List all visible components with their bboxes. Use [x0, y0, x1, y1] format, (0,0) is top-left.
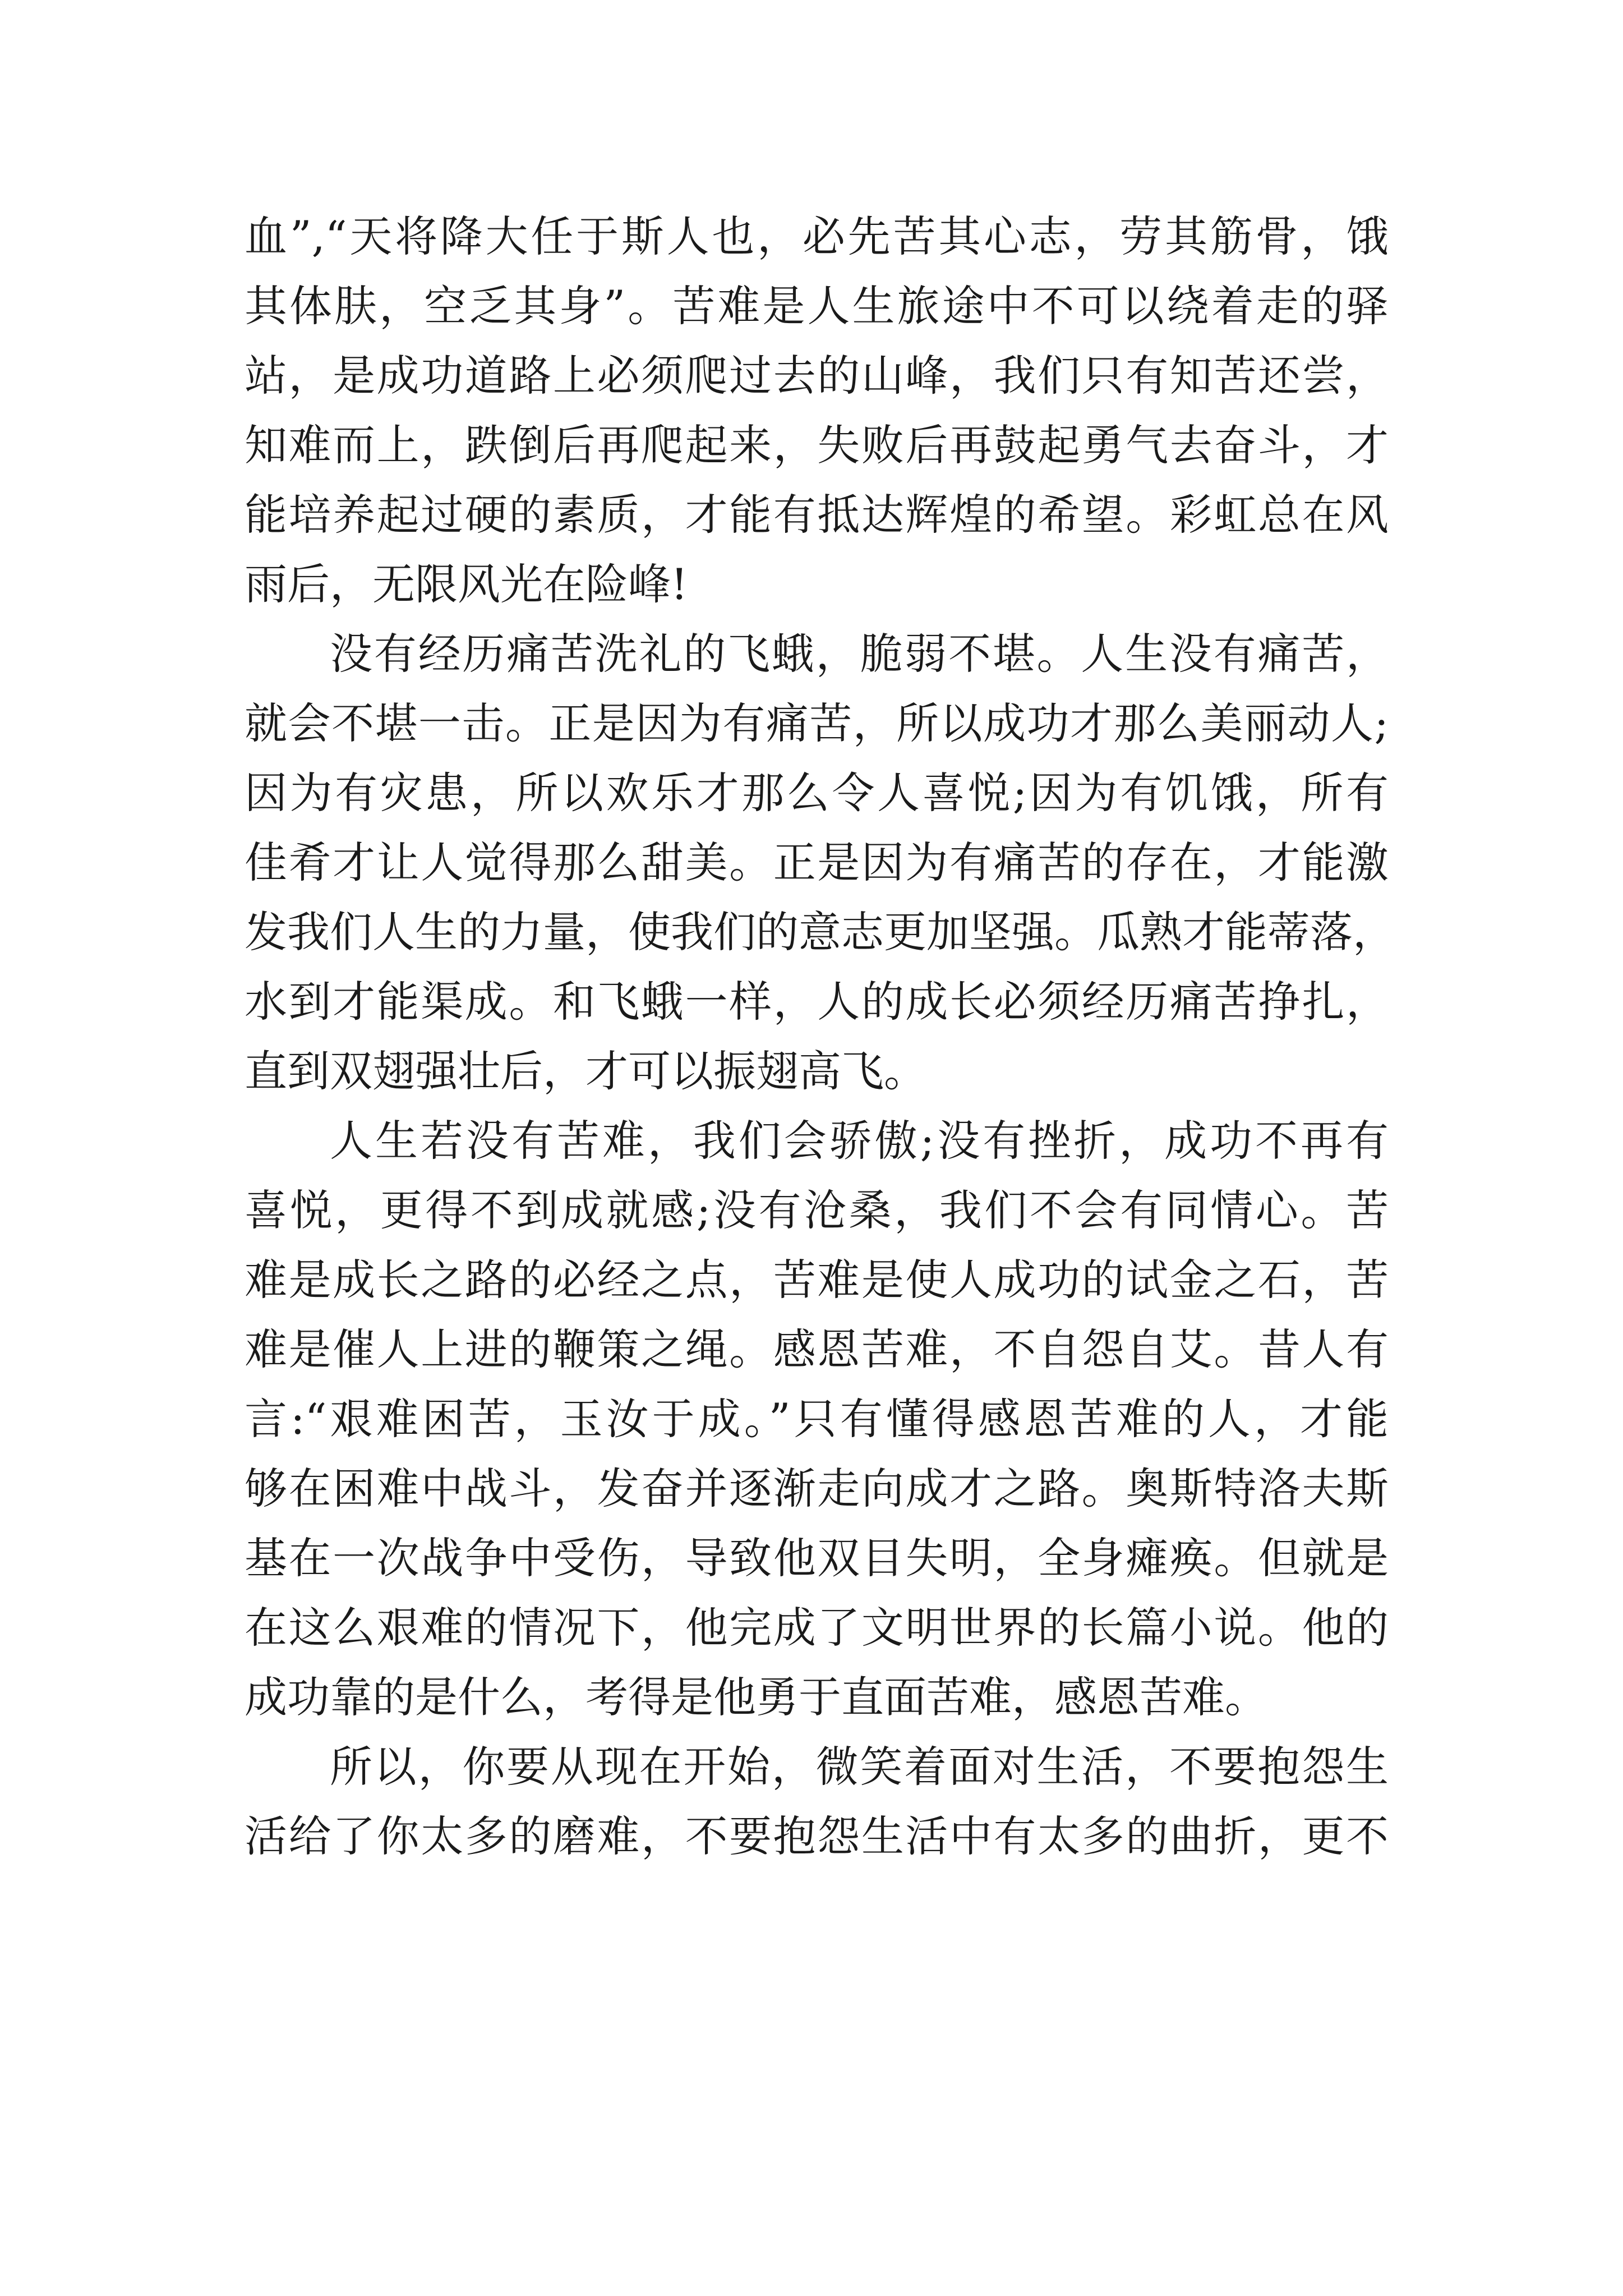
text-line: 直到双翅强壮后，才可以振翅高飞。: [245, 1046, 926, 1096]
text-line: 言:“艰难困苦，玉汝于成。”只有懂得感恩苦难的人，才能: [245, 1394, 1389, 1444]
text-line: 难是成长之路的必经之点，苦难是使人成功的试金之石，苦: [245, 1255, 1389, 1305]
text-line: 水到才能渠成。和飞蛾一样，人的成长必须经历痛苦挣扎，: [245, 977, 1389, 1027]
text-line: 能培养起过硬的素质，才能有抵达辉煌的希望。彩虹总在风: [245, 490, 1389, 540]
text-line: 其体肤，空乏其身”。苦难是人生旅途中不可以绕着走的驿: [245, 281, 1389, 331]
text-line: 知难而上，跌倒后再爬起来，失败后再鼓起勇气去奋斗，才: [245, 420, 1389, 470]
text-line: 人生若没有苦难，我们会骄傲;没有挫折，成功不再有: [330, 1116, 1389, 1166]
text-line: 就会不堪一击。正是因为有痛苦，所以成功才那么美丽动人;: [245, 698, 1389, 748]
text-line: 站，是成功道路上必须爬过去的山峰，我们只有知苦还尝，: [245, 351, 1389, 401]
text-line: 佳肴才让人觉得那么甜美。正是因为有痛苦的存在，才能激: [245, 838, 1389, 887]
text-line: 血”,“天将降大任于斯人也，必先苦其心志，劳其筋骨，饿: [245, 211, 1389, 261]
text-line: 活给了你太多的磨难，不要抱怨生活中有太多的曲折，更不: [245, 1811, 1389, 1861]
paragraph-3: [245, 1106, 1389, 1732]
text-line: 雨后，无限风光在险峰!: [245, 559, 688, 609]
text-line: 所以，你要从现在开始，微笑着面对生活，不要抱怨生: [330, 1742, 1389, 1792]
text-line: 难是催人上进的鞭策之绳。感恩苦难，不自怨自艾。昔人有: [245, 1324, 1389, 1374]
text-line: 成功靠的是什么，考得是他勇于直面苦难，感恩苦难。: [245, 1672, 1267, 1722]
text-line: 因为有灾患，所以欢乐才那么令人喜悦;因为有饥饿，所有: [245, 768, 1389, 818]
text-line: 没有经历痛苦洗礼的飞蛾，脆弱不堪。人生没有痛苦，: [330, 629, 1389, 679]
paragraph-4: [245, 1732, 1389, 1871]
paragraph-2: [245, 619, 1395, 1106]
paragraph-1: [245, 202, 1389, 619]
text-line: 喜悦，更得不到成就感;没有沧桑，我们不会有同情心。苦: [245, 1185, 1389, 1235]
text-line: 基在一次战争中受伤，导致他双目失明，全身瘫痪。但就是: [245, 1533, 1389, 1583]
text-line: 在这么艰难的情况下，他完成了文明世界的长篇小说。他的: [245, 1603, 1389, 1653]
body-text: [245, 202, 1395, 1871]
text-line: 够在困难中战斗，发奋并逐渐走向成才之路。奥斯特洛夫斯: [245, 1464, 1389, 1513]
text-line: 发我们人生的力量，使我们的意志更加坚强。瓜熟才能蒂落，: [245, 907, 1395, 957]
